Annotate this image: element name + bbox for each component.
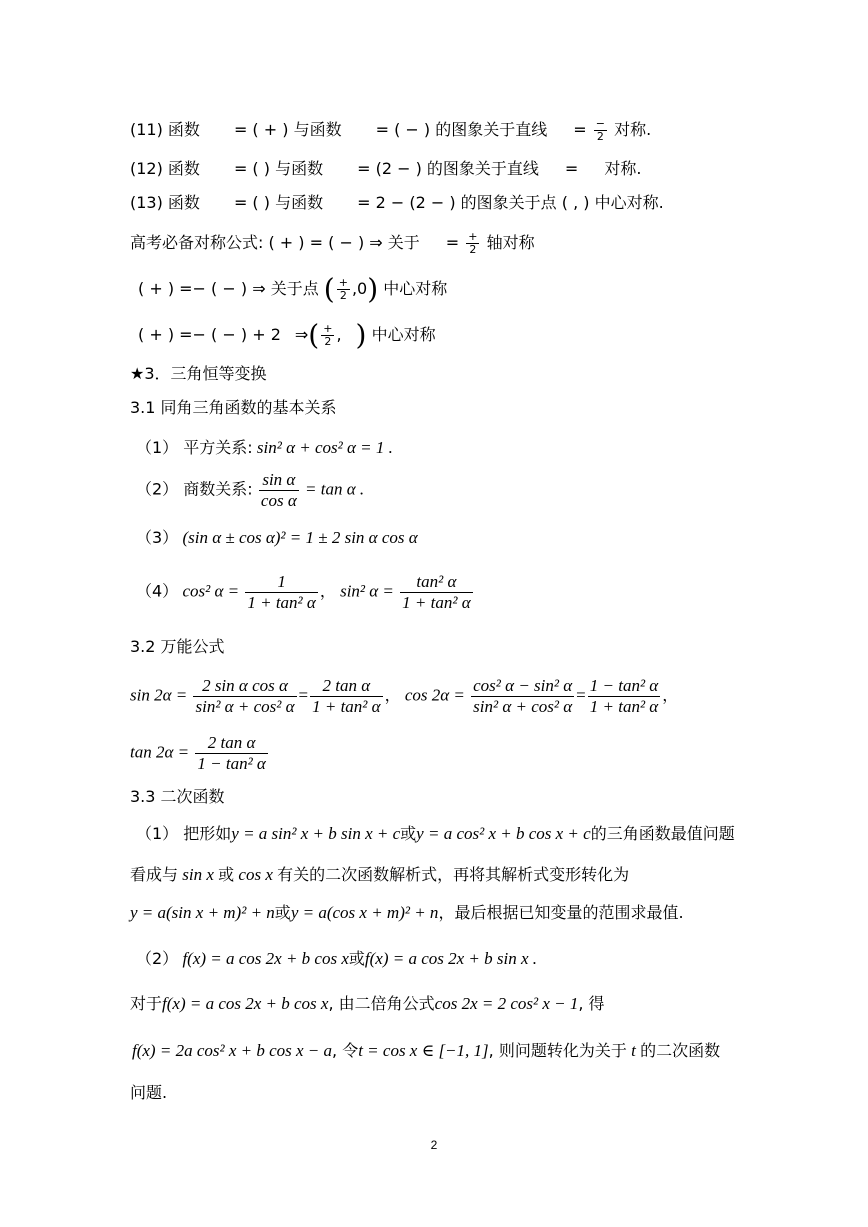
q5-b: , 由二倍角公式 [328,994,435,1013]
rule-13-c: = 2 − (2 − ) 的图象关于点 ( , ) 中心对称. [357,193,664,212]
rule-11-e: 对称. [614,120,652,139]
rule-12-a: (12) 函数 [130,159,200,178]
quadratic-line-5 [130,993,605,1015]
formula-quotient-relation [136,470,364,511]
quadratic-line-6 [132,1040,720,1062]
q2-or: 或 [218,865,235,884]
q3-b: ，最后根据已知变量的范围求最值. [438,903,684,922]
quadratic-line-2 [130,864,629,886]
rule-11-d: = [573,120,587,139]
symmetry-2-after: ,0 [351,279,368,298]
symmetry-2-c: 中心对称 [383,279,448,298]
q2-e1: sin x [182,865,214,884]
q6-c: , 则问题转化为关于 [488,1041,627,1060]
q4-e2: f(x) = a cos 2x + b sin x . [364,949,538,968]
q5-e1: f(x) = a cos 2x + b cos x [162,994,329,1013]
formula-square-relation [136,437,393,459]
w2-fraction: $\frac{\text{2 tan α}}{\text{1 − tan² α}}$ [197,733,266,773]
formula-1-label: （1） 平方关系: [136,438,253,457]
symmetry-1-fraction: $\frac{+}{2}$ [468,230,478,256]
symmetry-3-c: 中心对称 [371,325,436,344]
quadratic-line-3 [130,902,684,924]
formula-2-label: （2） 商数关系: [136,479,253,499]
q4-a: （2） [136,949,179,968]
symmetry-3-a: ( + ) =− ( − ) + 2 [138,325,281,344]
section-heading-3-2: 3.2 万能公式 [130,637,225,656]
q4-or: 或 [348,949,365,968]
q3-e1: y = a(sin x + m)² + n [130,903,275,922]
formula-4-a: cos² α = [182,581,240,601]
q3-e2: y = a(cos x + m)² + n [290,903,439,922]
rule-13-a: (13) 函数 [130,193,200,212]
formula-3-label: （3） [136,528,179,547]
q3-or: 或 [274,903,291,922]
quadratic-line-7: 问题. [130,1083,168,1102]
q5-c: , 得 [578,994,605,1013]
formula-4-fraction-1: $\frac{1}{\text{1 + tan² α}}$ [247,572,316,612]
formula-4-fraction-2: $\frac{\text{tan² α}}{\text{1 + tan² α}}$ [402,572,471,612]
formula-4-sep: ， [319,581,336,601]
q2-e2: cos x [238,865,273,884]
formula-square-sum [136,527,418,549]
q6-t: t [631,1041,636,1060]
q1-e2: y = a cos² x + b cos x + c [416,824,591,843]
universal-formula-1 [130,676,678,717]
q1-e1: y = a sin² x + b sin x + c [231,824,401,843]
q1-b: 的三角函数最值问题 [590,824,735,843]
w1-sep: ， [384,685,401,705]
symmetry-2-a: ( + ) =− ( − ) ⇒ 关于点 [138,279,319,298]
rule-11 [130,118,651,143]
rule-11-a: (11) 函数 [130,120,200,139]
symmetry-3-arrow: ⇒ [294,325,309,344]
formula-2-tail: = tan α . [305,479,365,499]
formula-tan-relation [136,572,475,613]
rule-13 [130,192,664,214]
rule-11-b: = ( + ) 与函数 [233,120,342,139]
q4-e1: f(x) = a cos 2x + b cos x [182,949,349,968]
quadratic-line-1 [136,823,735,845]
formula-4-b: sin² α = [340,581,394,601]
q1-or: 或 [400,824,417,843]
w2-a: tan 2α = [130,742,190,762]
section-heading-3-1: 3.1 同角三角函数的基本关系 [130,398,337,417]
symmetry-formula-3: ( + ) =− ( − ) + 2 ⇒( $\frac{+}{2}$ , ) 中心对称 [138,318,436,352]
formula-1-expr: sin² α + cos² α = 1 . [256,438,393,457]
formula-3-expr: (sin α ± cos α)² = 1 ± 2 sin α cos α [182,528,418,547]
rule-12-c: = (2 − ) 的图象关于直线 [357,159,539,178]
section-heading-3: ★3．三角恒等变换 [130,364,267,383]
q2-a: 看成与 [130,865,179,884]
rule-12 [130,158,641,180]
w1-b: cos 2α = [404,685,465,705]
q6-d: 的二次函数 [640,1041,721,1060]
formula-4-label: （4） [136,581,179,601]
rule-12-b: = ( ) 与函数 [233,159,324,178]
q6-e1: f(x) = 2a cos² x + b cos x − a [132,1041,333,1060]
symmetry-formula-1 [130,231,535,256]
rule-11-c: = ( − ) 的图象关于直线 [375,120,548,139]
symmetry-2-fraction: $\frac{+}{2}$ [338,276,348,302]
w1-fraction-1: $\frac{\text{2 sin α cos α}}{\text{sin² α + cos² α}}$ [195,676,295,716]
w1-fraction-3: $\frac{\text{cos² α − sin² α}}{\text{sin² α + cos² α}}$ [473,676,573,716]
quadratic-line-4 [136,948,537,970]
page-number: 2 [430,1138,438,1152]
symmetry-formula-2: ( + ) =− ( − ) ⇒ 关于点 ( $\frac{+}{2}$ ,0) 中心对称 [138,272,448,306]
q5-e2: cos 2x = 2 cos² x − 1 [434,994,579,1013]
universal-formula-2 [130,733,270,774]
rule-12-e: 对称. [604,159,642,178]
q6-e2: t = cos x ∈ [−1, 1] [358,1041,489,1060]
q1-a: （1） 把形如 [136,824,232,843]
symmetry-1-a: 高考必备对称公式: ( + ) = ( − ) ⇒ 关于 [130,233,420,252]
w1-eq-2: = [576,685,586,705]
symmetry-1-c: 轴对称 [486,233,535,252]
w1-fraction-4: $\frac{\text{1 − tan² α}}{\text{1 + tan² α}}$ [589,676,659,716]
rule-12-d: = [564,159,579,178]
symmetry-1-b: = [445,233,460,252]
w1-a: sin 2α = [130,685,188,705]
symmetry-3-fraction: $\frac{+}{2}$ [323,322,333,348]
rule-11-fraction: $\frac{-}{2}$ [595,117,605,143]
q2-b: 有关的二次函数解析式，再将其解析式变形转化为 [277,865,630,884]
rule-13-b: = ( ) 与函数 [233,193,324,212]
q6-b: , 令 [332,1041,359,1060]
w1-end: ， [662,685,679,705]
w1-eq: = [298,685,309,705]
formula-2-fraction: $\frac{\text{sin α}}{\text{cos α}}$ [260,470,297,510]
symmetry-3-after: , [336,325,342,344]
section-heading-3-3: 3.3 二次函数 [130,787,225,806]
q5-a: 对于 [130,994,163,1013]
w1-fraction-2: $\frac{\text{2 tan α}}{\text{1 + tan² α}}$ [312,676,381,716]
